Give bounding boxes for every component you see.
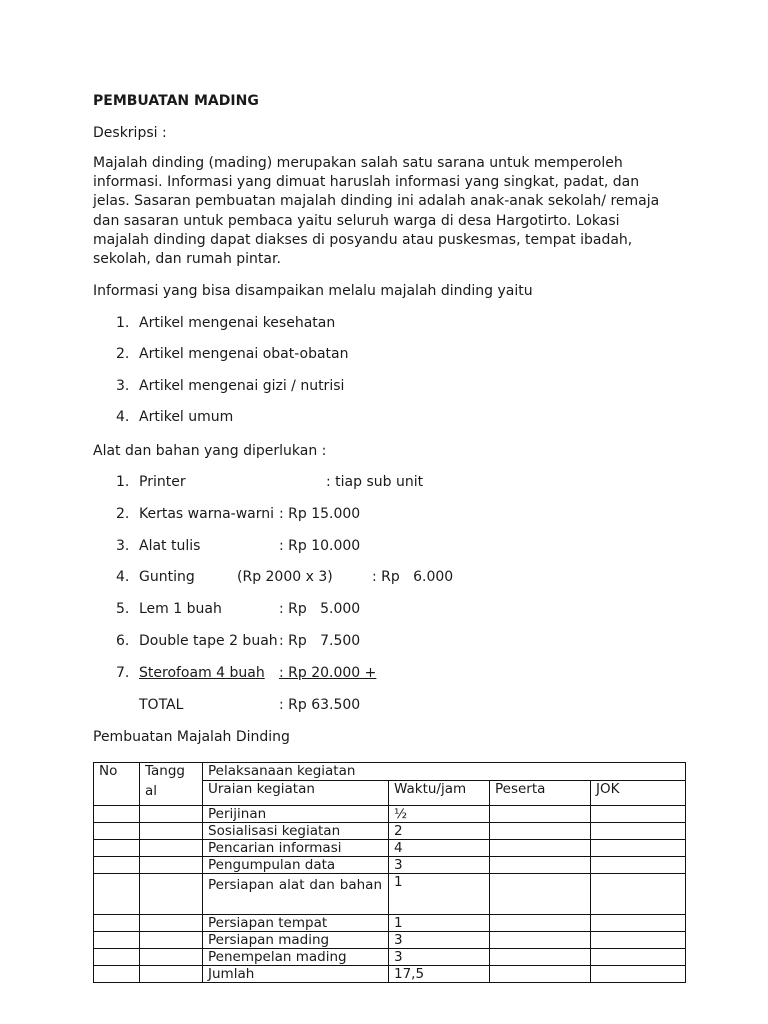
- cell-no: [94, 857, 140, 874]
- cell-peserta: [490, 874, 591, 915]
- cell-uraian: Sosialisasi kegiatan: [203, 823, 389, 840]
- cell-uraian: Pencarian informasi: [203, 840, 389, 857]
- cell-no: [94, 949, 140, 966]
- cell-uraian: Pengumpulan data: [203, 857, 389, 874]
- cell-jok: [591, 915, 686, 932]
- cell-jok: [591, 823, 686, 840]
- cell-jok: [591, 966, 686, 983]
- cell-waktu: ½: [389, 806, 490, 823]
- table-row: [94, 949, 686, 966]
- info-list-item: Artikel mengenai obat-obatan: [139, 346, 349, 362]
- cell-waktu: 1: [389, 915, 490, 932]
- table-row: [94, 823, 686, 840]
- alat-item-amount: : Rp 5.000: [279, 601, 361, 617]
- alat-item-detail: (Rp 2000 x 3): [237, 569, 333, 585]
- cell-peserta: [490, 823, 591, 840]
- cell-peserta: [490, 966, 591, 983]
- header-pelaksanaan: Pelaksanaan kegiatan: [203, 763, 686, 781]
- table-row: [94, 806, 686, 823]
- alat-item-name: Kertas warna-warni: [139, 506, 275, 522]
- cell-waktu: 3: [389, 949, 490, 966]
- alat-item-name: Lem 1 buah: [139, 601, 222, 617]
- cell-jok: [591, 806, 686, 823]
- cell-tanggal: [140, 966, 203, 983]
- header-peserta: Peserta: [490, 781, 591, 806]
- cell-peserta: [490, 840, 591, 857]
- cell-uraian: Persiapan mading: [203, 932, 389, 949]
- cell-no: [94, 806, 140, 823]
- header-no: No: [94, 763, 140, 806]
- cell-uraian: Perijinan: [203, 806, 389, 823]
- cell-no: [94, 966, 140, 983]
- cell-jok: [591, 949, 686, 966]
- activity-table: [93, 762, 686, 983]
- deskripsi-label: Deskripsi :: [93, 125, 167, 141]
- cell-waktu: 17,5: [389, 966, 490, 983]
- cell-peserta: [490, 915, 591, 932]
- list-number: 4.: [116, 569, 130, 585]
- info-list-item: Artikel mengenai kesehatan: [139, 315, 336, 331]
- cell-tanggal: [140, 915, 203, 932]
- paragraph-line: jelas. Sasaran pembuatan majalah dinding ini adalah anak-anak sekolah/ remaja: [93, 193, 660, 210]
- info-list-item: Artikel umum: [139, 409, 234, 425]
- alat-item-name: Printer: [139, 474, 186, 490]
- table-row: [94, 840, 686, 857]
- alat-item-amount: : Rp 6.000: [372, 569, 454, 585]
- cell-no: [94, 840, 140, 857]
- page-title: PEMBUATAN MADING: [93, 93, 259, 109]
- info-list-item: Artikel mengenai gizi / nutrisi: [139, 378, 345, 394]
- cell-tanggal: [140, 806, 203, 823]
- cell-peserta: [490, 806, 591, 823]
- table-row: [94, 874, 686, 915]
- list-number: 2.: [116, 506, 130, 522]
- alat-item-name: Gunting: [139, 569, 195, 585]
- cell-jok: [591, 932, 686, 949]
- cell-jok: [591, 874, 686, 915]
- header-tanggal-line: Tangg: [145, 763, 185, 779]
- cell-tanggal: [140, 949, 203, 966]
- list-number: 1.: [116, 315, 130, 331]
- header-tanggal: [140, 763, 203, 806]
- cell-tanggal: [140, 874, 203, 915]
- table-row: [94, 915, 686, 932]
- cell-tanggal: [140, 857, 203, 874]
- table-row: [94, 857, 686, 874]
- alat-item-name: Alat tulis: [139, 538, 201, 554]
- table-total-row: [94, 966, 686, 983]
- total-amount: : Rp 63.500: [279, 697, 361, 713]
- list-number: 4.: [116, 409, 130, 425]
- alat-item-amount: : Rp 20.000 +: [279, 665, 377, 681]
- description-paragraph: [93, 154, 673, 269]
- cell-waktu: 4: [389, 840, 490, 857]
- cell-waktu: 3: [389, 857, 490, 874]
- alat-item-amount: : Rp 15.000: [279, 506, 361, 522]
- cell-no: [94, 915, 140, 932]
- cell-peserta: [490, 949, 591, 966]
- cell-peserta: [490, 857, 591, 874]
- alat-intro: Alat dan bahan yang diperlukan :: [93, 443, 327, 459]
- cell-no: [94, 932, 140, 949]
- cell-waktu: 3: [389, 932, 490, 949]
- info-intro: Informasi yang bisa disampaikan melalu majalah dinding yaitu: [93, 283, 533, 299]
- cell-jok: [591, 857, 686, 874]
- paragraph-line: sekolah, dan rumah pintar.: [93, 251, 281, 268]
- cell-uraian: Jumlah: [203, 966, 389, 983]
- paragraph-line: informasi. Informasi yang dimuat haruslah informasi yang singkat, padat, dan: [93, 174, 640, 191]
- alat-item-name: Sterofoam 4 buah: [139, 665, 265, 681]
- cell-uraian: Penempelan mading: [203, 949, 389, 966]
- cell-uraian: Persiapan alat dan bahan: [203, 874, 389, 915]
- alat-item-amount: : tiap sub unit: [326, 474, 424, 490]
- cell-jok: [591, 840, 686, 857]
- list-number: 1.: [116, 474, 130, 490]
- table-title: Pembuatan Majalah Dinding: [93, 729, 290, 745]
- cell-no: [94, 874, 140, 915]
- header-tanggal-line: al: [145, 783, 158, 799]
- cell-no: [94, 823, 140, 840]
- paragraph-line: Majalah dinding (mading) merupakan salah satu sarana untuk memperoleh: [93, 155, 623, 171]
- list-number: 5.: [116, 601, 130, 617]
- cell-waktu: 1: [389, 874, 490, 915]
- header-uraian: Uraian kegiatan: [203, 781, 389, 806]
- list-number: 2.: [116, 346, 130, 362]
- alat-item-name: Double tape 2 buah: [139, 633, 278, 649]
- paragraph-line: dan sasaran untuk pembaca yaitu seluruh warga di desa Hargotirto. Lokasi: [93, 212, 620, 229]
- cell-tanggal: [140, 823, 203, 840]
- list-number: 3.: [116, 378, 130, 394]
- cell-peserta: [490, 932, 591, 949]
- list-number: 6.: [116, 633, 130, 649]
- table-row: [94, 932, 686, 949]
- alat-item-amount: : Rp 10.000: [279, 538, 361, 554]
- list-number: 3.: [116, 538, 130, 554]
- header-waktu: Waktu/jam: [389, 781, 490, 806]
- list-number: 7.: [116, 665, 130, 681]
- paragraph-line: majalah dinding dapat diakses di posyandu atau puskesmas, tempat ibadah,: [93, 231, 633, 248]
- total-label: TOTAL: [139, 697, 184, 713]
- table-header-row: [94, 763, 686, 781]
- cell-tanggal: [140, 932, 203, 949]
- cell-waktu: 2: [389, 823, 490, 840]
- header-jok: JOK: [591, 781, 686, 806]
- alat-item-amount: : Rp 7.500: [279, 633, 361, 649]
- cell-uraian: Persiapan tempat: [203, 915, 389, 932]
- cell-tanggal: [140, 840, 203, 857]
